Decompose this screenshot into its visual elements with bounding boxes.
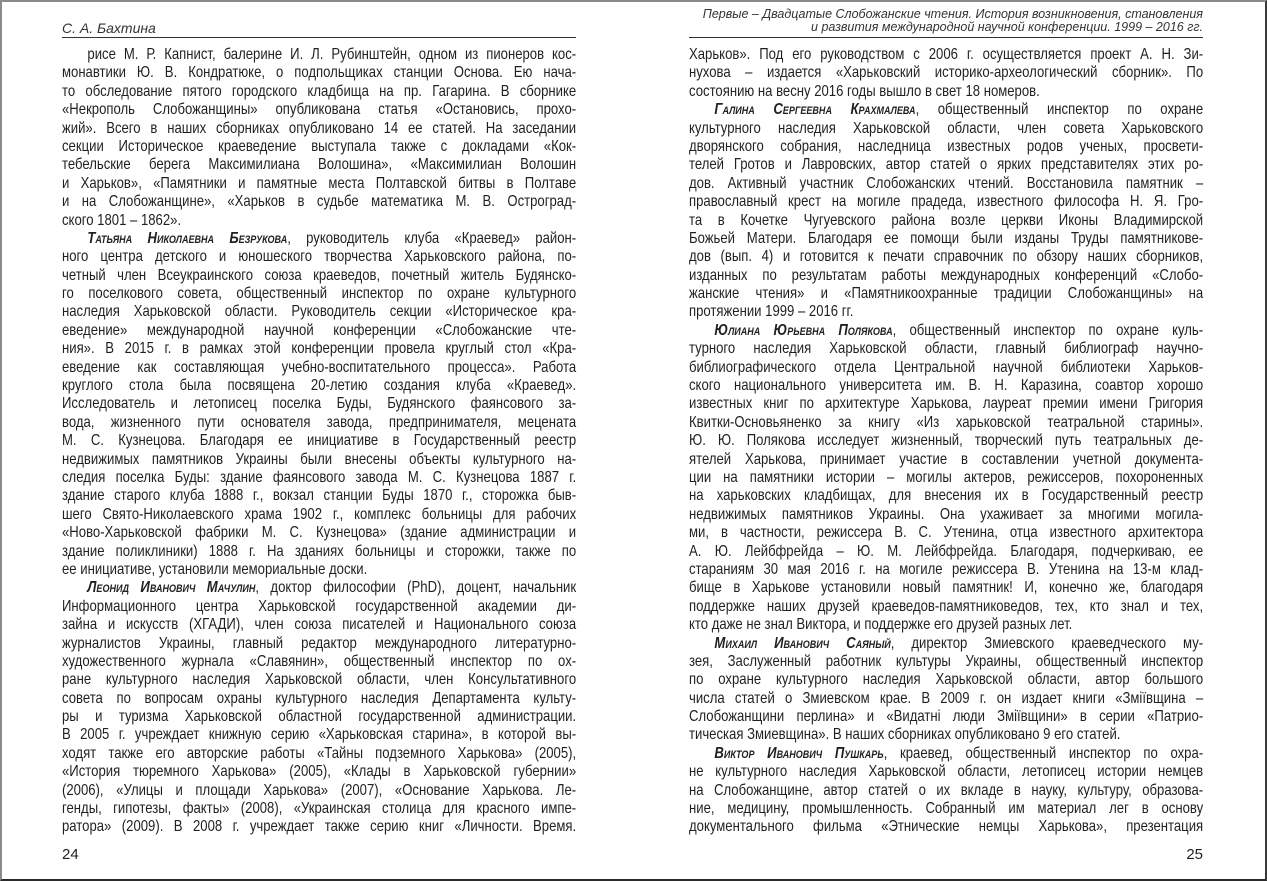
- text-line: [62, 818, 576, 836]
- running-head-line: Первые – Двадцатые Слобожанские чтения. История возникновения, становления: [702, 7, 1203, 21]
- line-text: , общественный инспектор по охране: [915, 101, 1204, 119]
- text-line: [62, 64, 576, 82]
- running-head-line: С. А. Бахтина: [62, 20, 156, 36]
- line-text: числа статей о Змиевском крае. В 2009 г. он издает книги «Зміївщина –: [689, 689, 1204, 707]
- line-text: здание старого клуба 1888 г., вокзал станции Буды 1870 г., сторожка быв-: [62, 487, 577, 505]
- text-line: [689, 120, 1203, 138]
- text-line: [689, 101, 1203, 119]
- page-number: 24: [62, 846, 79, 863]
- line-text: совета по вопросам охраны культурного наследия Департамента культу-: [62, 689, 577, 707]
- text-line: [689, 616, 1203, 634]
- line-text: журналистов Украины, главный редактор международного литературно-: [62, 634, 577, 652]
- line-text: ее инициативе, установили мемориальные доски.: [62, 560, 368, 578]
- line-text: стараниям 30 мая 2016 г. на могиле режиссера В. Утенина на 13-м клад-: [689, 560, 1204, 578]
- line-text: изданных по результатам работы международных конференций «Слобо-: [689, 266, 1204, 284]
- text-line: [689, 432, 1203, 450]
- text-line: [689, 561, 1203, 579]
- line-text: бище в Харькове установили новый памятник! И, конечно же, благодаря: [689, 579, 1204, 597]
- text-line: [62, 101, 576, 119]
- line-text: дов. Активный участник Слобожанских чтений. Восстановила памятник –: [689, 174, 1204, 192]
- text-line: [62, 83, 576, 101]
- line-text: жанские чтения» и «Памятникоохранные традиции Слобожанщины» на: [689, 285, 1204, 303]
- text-line: [62, 175, 576, 193]
- text-line: [62, 782, 576, 800]
- line-text: , краевед, общественный инспектор по охра-: [883, 744, 1204, 762]
- line-text: ятелей Харькова, принимает участие в составлении учетной документа-: [689, 450, 1204, 468]
- line-text: следия поселка Буды: здание фаянсового завода М. С. Кузнецова 1887 г.: [62, 468, 577, 486]
- line-text: четный член Всеукраинского союза краеведов, почетный житель Будянско-: [62, 266, 577, 284]
- text-line: [689, 414, 1203, 432]
- line-text: та в Кочетке Чугуевского района возле церкви Иконы Владимирской: [689, 211, 1204, 229]
- text-line: [689, 524, 1203, 542]
- text-line: [62, 543, 576, 561]
- biography-paragraph: [62, 230, 576, 579]
- line-text: зея, Заслуженный работник культуры Украины, общественный инспектор: [689, 652, 1204, 670]
- text-line: [62, 414, 576, 432]
- line-text: зайна и искусств (ХГАДИ), член союза писателей и Национального союза: [62, 616, 577, 634]
- header-rule: [689, 37, 1203, 38]
- line-text: ры и туризма Харьковской областной государственной администрации.: [62, 708, 577, 726]
- person-name: Михаил Иванович Саяный: [714, 634, 891, 652]
- text-line: [689, 267, 1203, 285]
- line-text: то обследование пятого городского кладбища на пр. Гагарина. В сборнике: [62, 82, 577, 100]
- text-line: [62, 671, 576, 689]
- line-text: наследия Харьковской области. Руководитель секции «Историческое кра-: [62, 303, 577, 321]
- line-text: и на Слобожанщине», «Харьков в судьбе математика М. В. Остроград-: [62, 193, 577, 211]
- text-line: [689, 175, 1203, 193]
- left-page: [62, 0, 576, 881]
- line-text: , руководитель клуба «Краевед» район-: [287, 229, 577, 247]
- text-line: [62, 726, 576, 744]
- text-line: [689, 64, 1203, 82]
- text-line: [62, 690, 576, 708]
- line-text: вода, жизненного пути основателя завода, предпринимателя, мецената: [62, 413, 577, 431]
- line-text: «Ново-Харьковской фабрики М. С. Кузнецова» (здание администрации и: [62, 524, 577, 542]
- line-text: ратора» (2009). В 2008 г. учреждает также серию книг «Личности. Время.: [62, 818, 577, 836]
- text-line: [689, 451, 1203, 469]
- text-line: [62, 598, 576, 616]
- person-name: Леонид Иванович Мачулин: [87, 579, 256, 597]
- text-line: [62, 524, 576, 542]
- text-line: [689, 359, 1203, 377]
- line-text: библиографического отдела Центральной научной библиотеки Харьков-: [689, 358, 1204, 376]
- line-text: жий». Всего в наших сборниках опубликовано 14 ее статей. На заседании: [62, 119, 577, 137]
- line-text: Ю. Ю. Полякова исследует жизненный, творческий путь театральных де-: [689, 432, 1204, 450]
- text-line: [62, 800, 576, 818]
- line-text: шего Свято-Николаевского храма 1902 г., комплекс больницы для рабочих: [62, 505, 577, 523]
- text-line: [62, 487, 576, 505]
- text-line: [689, 212, 1203, 230]
- line-text: нухова – издается «Харьковский историко-археологический сборник». По: [689, 64, 1204, 82]
- line-text: культурного наследия Харьковской области, член совета Харьковского: [689, 119, 1204, 137]
- line-text: по охране культурного наследия Харьковской области, автор большого: [689, 671, 1204, 689]
- text-line: [689, 487, 1203, 505]
- line-text: телей Гротов и Лавровских, автор статей о ярких представителях этих ро-: [689, 156, 1204, 174]
- text-line: [689, 156, 1203, 174]
- text-line: [689, 653, 1203, 671]
- text-line: [62, 340, 576, 358]
- text-line: [62, 156, 576, 174]
- text-line: [62, 359, 576, 377]
- line-text: недвижимых памятников Украины были внесены объекты культурного на-: [62, 450, 577, 468]
- text-line: [689, 83, 1203, 101]
- line-text: (2006), «Улицы и площади Харькова» (2007), «Основание Харькова. Ле-: [62, 781, 577, 799]
- text-line: [62, 561, 576, 579]
- text-line: [62, 303, 576, 321]
- page-body: [62, 46, 576, 837]
- line-text: , доктор философии (PhD), доцент, начальник: [255, 579, 577, 597]
- text-line: [689, 708, 1203, 726]
- text-line: [689, 726, 1203, 744]
- person-name: Юлиана Юрьевна Полякова: [714, 321, 893, 339]
- text-line: [62, 248, 576, 266]
- text-line: [689, 340, 1203, 358]
- line-text: на харьковских кладбищах, для внесения их в Государственный реестр: [689, 487, 1204, 505]
- text-line: [62, 377, 576, 395]
- text-line: [689, 782, 1203, 800]
- text-line: [689, 303, 1203, 321]
- text-line: [62, 193, 576, 211]
- line-text: ского национального университета им. В. Н. Каразина, соавтор хорошо: [689, 377, 1204, 395]
- running-head-line: и развития международной научной конференции. 1999 – 2016 гг.: [811, 19, 1203, 34]
- line-text: еведение как составляющая учебно-воспитательного процесса». Работа: [62, 358, 577, 376]
- text-line: [62, 120, 576, 138]
- text-line: [689, 469, 1203, 487]
- page-body: [689, 46, 1203, 837]
- line-text: протяжении 1999 – 2016 гг.: [689, 303, 854, 321]
- text-line: [62, 138, 576, 156]
- line-text: художественного журнала «Славянин», общественный инспектор по ох-: [62, 652, 577, 670]
- text-line: [689, 690, 1203, 708]
- line-text: ского 1801 – 1862».: [62, 211, 182, 229]
- text-line: [689, 800, 1203, 818]
- line-text: ции на памятники истории – могилы актеров, режиссеров, похороненных: [689, 468, 1204, 486]
- text-line: [62, 653, 576, 671]
- text-line: [62, 451, 576, 469]
- line-text: секции Историческое краеведение выступала также с докладами «Кок-: [62, 137, 577, 155]
- line-text: тическая Змиевщина». В наших сборниках опубликовано 9 его статей.: [689, 726, 1121, 744]
- text-line: [62, 46, 576, 64]
- running-head-title: [689, 8, 1203, 33]
- line-text: ране культурного наследия Харьковской области, член Консультативного: [62, 671, 577, 689]
- text-line: [689, 230, 1203, 248]
- biography-paragraph: [689, 635, 1203, 745]
- text-line: [689, 322, 1203, 340]
- line-text: Информационного центра Харьковской государственной академии ди-: [62, 597, 577, 615]
- line-text: кто даже не знал Виктора, и поддержке его друзей разных лет.: [689, 616, 1073, 634]
- line-text: монавтики Ю. В. Кондратюке, о подпольщиках станции Основа. Ею нача-: [62, 64, 577, 82]
- line-text: на Слобожанщине, автор статей о их вкладе в науку, культуру, образова-: [689, 781, 1204, 799]
- line-text: М. С. Кузнецова. Благодаря ее инициативе в Государственный реестр: [62, 432, 577, 450]
- paragraph: [689, 46, 1203, 101]
- line-text: В 2005 г. учреждает книжную серию «Харьковская старина», в которой вы-: [62, 726, 577, 744]
- line-text: , общественный инспектор по охране куль-: [892, 321, 1204, 339]
- line-text: , директор Змиевского краеведческого му-: [890, 634, 1204, 652]
- line-text: ния». В 2015 г. в рамках этой конференции провела круглый стол «Кра-: [62, 340, 577, 358]
- text-line: [62, 322, 576, 340]
- text-line: [689, 395, 1203, 413]
- line-text: известных книг по архитектуре Харькова, лауреат премии имени Григория: [689, 395, 1204, 413]
- text-line: [689, 818, 1203, 836]
- paragraph: [62, 46, 576, 230]
- text-line: [62, 763, 576, 781]
- text-line: [62, 745, 576, 763]
- text-line: [689, 46, 1203, 64]
- biography-paragraph: [689, 101, 1203, 322]
- text-line: [689, 635, 1203, 653]
- line-text: го поселкового совета, общественный инспектор по охране культурного: [62, 285, 577, 303]
- line-text: ного центра детского и юношеского творчества Харьковского района, по-: [62, 248, 577, 266]
- line-text: ходят также его авторские работы «Тайны подземного Харькова» (2005),: [62, 744, 577, 762]
- running-head-author: [62, 20, 576, 36]
- line-text: Квитки-Основьяненко за книгу «Из харьковской театральной старины».: [689, 413, 1204, 431]
- text-line: [62, 635, 576, 653]
- text-line: [689, 193, 1203, 211]
- text-line: [689, 745, 1203, 763]
- line-text: ние, медицину, промышленность. Собранный им материал лег в основу: [689, 800, 1204, 818]
- text-line: [62, 432, 576, 450]
- text-line: [689, 543, 1203, 561]
- text-line: [689, 138, 1203, 156]
- right-page: [689, 0, 1203, 881]
- text-line: [62, 212, 576, 230]
- line-text: Слобожанщини перлина» и «Видатні люди Зміївщини» в серии «Патрио-: [689, 708, 1204, 726]
- person-name: Галина Сергеевна Крахмалева: [714, 101, 916, 119]
- line-text: «Некрополь Слобожанщины» опубликована статья «Остановись, прохо-: [62, 101, 577, 119]
- header-rule: [62, 37, 576, 38]
- line-text: «История тюремного Харькова» (2005), «Клады в Харьковской губернии»: [62, 763, 577, 781]
- person-name: Татьяна Николаевна Безрукова: [87, 229, 288, 247]
- line-text: А. Ю. Лейбфрейда – Ю. М. Лейбфрейда. Благодаря, подчеркиваю, ее: [689, 542, 1204, 560]
- line-text: и Харьков», «Памятники и памятные места Полтавской битвы в Полтаве: [62, 174, 577, 192]
- text-line: [689, 763, 1203, 781]
- line-text: недвижимых памятников Украины. Она ухаживает за многими могила-: [689, 505, 1204, 523]
- line-text: Исследователь и летописец поселка Буды, Будянского фаянсового за-: [62, 395, 577, 413]
- line-text: дов (вып. 4) и готовится к печати справочник по обзору наших сборников,: [689, 248, 1204, 266]
- line-text: дворянского собрания, наследница известных родов ученых, просвети-: [689, 137, 1204, 155]
- text-line: [689, 671, 1203, 689]
- line-text: турного наследия Харьковской области, главный библиограф научно-: [689, 340, 1204, 358]
- line-text: поддержке наших друзей краеведов-памятниковедов, тех, кто знал и тех,: [689, 597, 1204, 615]
- text-line: [62, 469, 576, 487]
- page-number: 25: [1186, 846, 1203, 863]
- text-line: [689, 377, 1203, 395]
- line-text: здание поликлиники) 1888 г. На зданиях больницы и сторожки, также по: [62, 542, 577, 560]
- text-line: [62, 579, 576, 597]
- text-line: [62, 506, 576, 524]
- text-line: [689, 248, 1203, 266]
- text-line: [689, 285, 1203, 303]
- text-line: [62, 395, 576, 413]
- line-text: ми, в частности, режиссера В. С. Утенина, отца известного архитектора: [689, 524, 1204, 542]
- text-line: [62, 230, 576, 248]
- line-text: еведение» международной научной конференции «Слобожанские чте-: [62, 321, 577, 339]
- person-name: Виктор Иванович Пушкарь: [714, 744, 884, 762]
- line-text: состоянию на весну 2016 годы вышло в свет 18 номеров.: [689, 82, 1040, 100]
- line-text: рисе М. Р. Капнист, балерине И. Л. Рубинштейн, одном из пионеров кос-: [87, 46, 577, 63]
- line-text: Харьков». Под его руководством с 2006 г. осуществляется проект А. Н. Зи-: [689, 46, 1204, 63]
- line-text: не культурного наследия Харьковской области, летописец истории немцев: [689, 763, 1204, 781]
- text-line: [62, 285, 576, 303]
- line-text: круглого стола была посвящена 20-летию создания клуба «Краевед».: [62, 377, 577, 395]
- text-line: [62, 267, 576, 285]
- biography-paragraph: [689, 745, 1203, 837]
- line-text: документального фильма «Этнические немцы Харькова», презентация: [689, 818, 1204, 836]
- text-line: [62, 616, 576, 634]
- text-line: [689, 506, 1203, 524]
- line-text: православный крест на могиле прадеда, известного философа Н. Я. Гро-: [689, 193, 1204, 211]
- biography-paragraph: [62, 579, 576, 836]
- biography-paragraph: [689, 322, 1203, 635]
- line-text: генды, гипотезы, факты» (2008), «Украинская столица для красного импе-: [62, 800, 577, 818]
- line-text: Божьей Матери. Благодаря ее помощи были изданы Труды памятникове-: [689, 229, 1204, 247]
- text-line: [689, 579, 1203, 597]
- line-text: тебельские берега Максимилиана Волошина», «Максимилиан Волошин: [62, 156, 577, 174]
- text-line: [689, 598, 1203, 616]
- text-line: [62, 708, 576, 726]
